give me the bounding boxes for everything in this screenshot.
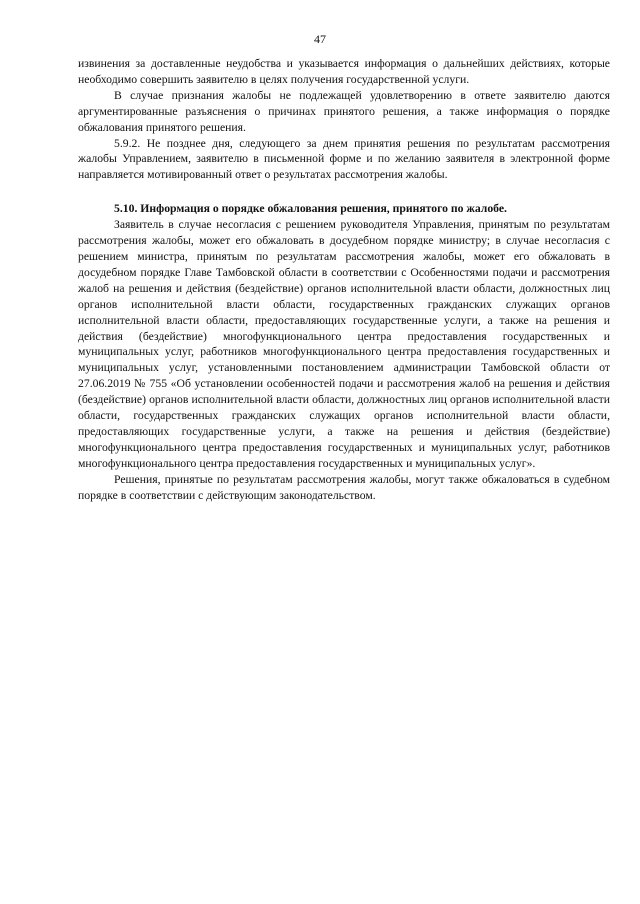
page-number: 47 xyxy=(314,32,326,46)
section-heading: 5.10. Информация о порядке обжалования решения, принятого по жалобе. xyxy=(114,202,507,216)
paragraph-rejection: В случае признания жалобы не подлежащей удовлетворению в ответе заявителю даются аргументированные разъяснения о причинах принятого решения, а также информация о порядке обжалования принятого решения. xyxy=(78,88,610,134)
paragraph-continuation: извинения за доставленные неудобства и указывается информация о дальнейших действиях, которые необходимо совершить заявителю в целях получения государственной услуги. xyxy=(78,57,610,86)
document-body xyxy=(78,56,610,503)
paragraph-5-9-2: 5.9.2. Не позднее дня, следующего за днем принятия решения по результатам рассмотрения жалобы Управлением, заявителю в письменной форме и по желанию заявителя в электронной форме направляется мотивированный ответ о результатах рассмотрения жалобы. xyxy=(78,136,610,182)
paragraph-appeal-procedure: Заявитель в случае несогласия с решением руководителя Управления, принятым по результатам рассмотрения жалобы, может его обжаловать в досудебном порядке министру; в случае несогласия с решением министра, принятым по результатам рассмотрения жалобы, может его обжаловать в досудебном порядке Главе Тамбовской области в соответствии с Особенностями подачи и рассмотрения жалоб на решения и действия (бездействие) органов исполнительной власти области, должностных лиц органов исполнительной власти области, государственных гражданских служащих органов исполнительной власти области, предоставляющих государственные услуги, а также на решения и действия (бездействие) многофункционального центра предоставления государственных и муниципальных услуг, работников многофункционального центра предоставления государственных и муниципальных услуг, установленными постановлением администрации Тамбовской области от 27.06.2019 № 755 «Об установлении особенностей подачи и рассмотрения жалоб на решения и действия (бездействие) органов исполнительной власти области, должностных лиц органов исполнительной власти области, государственных гражданских служащих органов исполнительной власти области, предоставляющих государственные услуги, а также на решения и действия (бездействие) многофункционального центра предоставления государственных и муниципальных услуг, работников многофункционального центра предоставления государственных и муниципальных услуг». xyxy=(78,218,610,470)
paragraph-court-appeal: Решения, принятые по результатам рассмотрения жалобы, могут также обжаловаться в судебном порядке в соответствии с действующим законодательством. xyxy=(78,472,610,502)
